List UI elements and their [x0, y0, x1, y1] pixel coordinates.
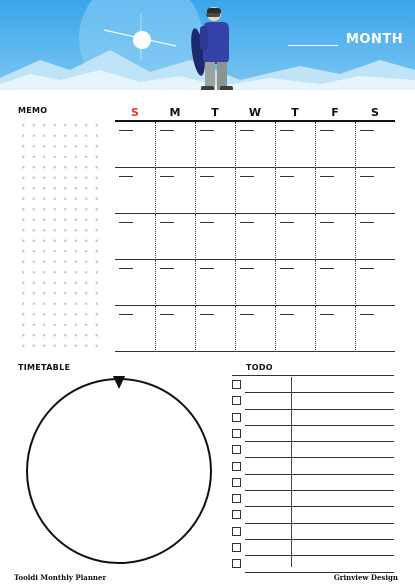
calendar-day-cell[interactable]	[195, 306, 235, 352]
weekday-sunday: S	[131, 106, 139, 119]
calendar-day-cell[interactable]	[315, 260, 355, 306]
weekday-header	[115, 106, 395, 120]
todo-item	[232, 507, 394, 523]
calendar-day-cell[interactable]	[275, 122, 315, 168]
calendar-day-cell[interactable]	[115, 168, 155, 214]
date-placeholder-dash	[280, 176, 294, 177]
todo-title: TODO	[246, 363, 273, 372]
calendar-day-cell[interactable]	[275, 306, 315, 352]
calendar-day-cell[interactable]	[155, 122, 195, 168]
calendar-day-cell[interactable]	[355, 260, 395, 306]
calendar-day-cell[interactable]	[275, 214, 315, 260]
date-placeholder-dash	[360, 268, 374, 269]
calendar-day-cell[interactable]	[355, 306, 395, 352]
todo-item	[232, 475, 394, 491]
date-placeholder-dash	[360, 314, 374, 315]
todo-checkbox[interactable]	[232, 494, 241, 503]
clock-circle	[27, 379, 211, 563]
date-placeholder-dash	[320, 130, 334, 131]
calendar-day-cell[interactable]	[315, 122, 355, 168]
date-placeholder-dash	[160, 314, 174, 315]
todo-column-divider	[291, 377, 292, 567]
calendar-day-cell[interactable]	[355, 214, 395, 260]
calendar-week-row	[115, 168, 395, 214]
todo-item	[232, 459, 394, 475]
date-placeholder-dash	[320, 222, 334, 223]
footer-left: Tooldi Monthly Planner	[14, 573, 107, 582]
calendar-grid	[115, 122, 395, 352]
calendar-week-row	[115, 260, 395, 306]
calendar-day-cell[interactable]	[235, 306, 275, 352]
date-placeholder-dash	[200, 314, 214, 315]
calendar-day-cell[interactable]	[235, 214, 275, 260]
calendar-day-cell[interactable]	[115, 260, 155, 306]
calendar-day-cell[interactable]	[235, 168, 275, 214]
memo-title: MEMO	[18, 106, 48, 115]
todo-item	[232, 540, 394, 556]
date-placeholder-dash	[240, 176, 254, 177]
date-placeholder-dash	[280, 222, 294, 223]
calendar-day-cell[interactable]	[235, 260, 275, 306]
todo-checkbox[interactable]	[232, 478, 241, 487]
date-placeholder-dash	[160, 222, 174, 223]
todo-checkbox[interactable]	[232, 396, 241, 405]
calendar-day-cell[interactable]	[315, 214, 355, 260]
date-placeholder-dash	[200, 176, 214, 177]
weekday-wednesday: W	[248, 106, 262, 119]
todo-top-rule	[232, 375, 394, 376]
calendar-week-row	[115, 214, 395, 260]
weekday-thursday: T	[291, 106, 299, 119]
todo-checkbox[interactable]	[232, 559, 241, 568]
todo-list	[232, 375, 394, 567]
date-placeholder-dash	[320, 176, 334, 177]
date-placeholder-dash	[119, 130, 133, 131]
weekday-saturday: S	[371, 106, 379, 119]
calendar-day-cell[interactable]	[155, 168, 195, 214]
month-underline	[288, 45, 338, 46]
calendar-day-cell[interactable]	[275, 260, 315, 306]
calendar-day-cell[interactable]	[155, 306, 195, 352]
month-label[interactable]: MONTH	[346, 32, 404, 47]
date-placeholder-dash	[240, 314, 254, 315]
calendar-day-cell[interactable]	[195, 168, 235, 214]
calendar-day-cell[interactable]	[235, 122, 275, 168]
date-placeholder-dash	[240, 268, 254, 269]
todo-checkbox[interactable]	[232, 380, 241, 389]
todo-checkbox[interactable]	[232, 429, 241, 438]
calendar-day-cell[interactable]	[355, 122, 395, 168]
date-placeholder-dash	[320, 314, 334, 315]
calendar-day-cell[interactable]	[195, 260, 235, 306]
date-placeholder-dash	[119, 222, 133, 223]
date-placeholder-dash	[320, 268, 334, 269]
calendar-day-cell[interactable]	[315, 168, 355, 214]
date-placeholder-dash	[280, 130, 294, 131]
todo-item	[232, 426, 394, 442]
date-placeholder-dash	[200, 268, 214, 269]
todo-checkbox[interactable]	[232, 543, 241, 552]
date-placeholder-dash	[160, 130, 174, 131]
calendar-week-row	[115, 122, 395, 168]
todo-checkbox[interactable]	[232, 527, 241, 536]
calendar-day-cell[interactable]	[155, 260, 195, 306]
date-placeholder-dash	[360, 130, 374, 131]
calendar-day-cell[interactable]	[195, 214, 235, 260]
date-placeholder-dash	[160, 268, 174, 269]
date-placeholder-dash	[360, 176, 374, 177]
weekday-monday: M	[169, 106, 181, 119]
memo-dot-grid[interactable]	[18, 120, 104, 352]
todo-item	[232, 377, 394, 393]
date-placeholder-dash	[119, 176, 133, 177]
weekday-tuesday: T	[211, 106, 219, 119]
calendar-day-cell[interactable]	[115, 214, 155, 260]
calendar-day-cell[interactable]	[115, 306, 155, 352]
timetable-title: TIMETABLE	[18, 363, 71, 372]
calendar-day-cell[interactable]	[155, 214, 195, 260]
date-placeholder-dash	[240, 222, 254, 223]
date-placeholder-dash	[200, 130, 214, 131]
date-placeholder-dash	[360, 222, 374, 223]
date-placeholder-dash	[280, 314, 294, 315]
calendar-day-cell[interactable]	[195, 122, 235, 168]
todo-item	[232, 393, 394, 409]
calendar-week-row	[115, 306, 395, 352]
calendar-day-cell[interactable]	[115, 122, 155, 168]
date-placeholder-dash	[240, 130, 254, 131]
todo-checkbox[interactable]	[232, 413, 241, 422]
calendar-day-cell[interactable]	[355, 168, 395, 214]
todo-item	[232, 410, 394, 426]
todo-checkbox[interactable]	[232, 462, 241, 471]
todo-checkbox[interactable]	[232, 510, 241, 519]
date-placeholder-dash	[160, 176, 174, 177]
date-placeholder-dash	[280, 268, 294, 269]
todo-item	[232, 556, 394, 572]
todo-item	[232, 491, 394, 507]
todo-item	[232, 442, 394, 458]
weekday-friday: F	[331, 106, 339, 119]
footer-right: Grinview Design	[333, 573, 398, 582]
timetable-clock[interactable]	[26, 376, 216, 566]
date-placeholder-dash	[119, 268, 133, 269]
todo-checkbox[interactable]	[232, 445, 241, 454]
date-placeholder-dash	[119, 314, 133, 315]
date-placeholder-dash	[200, 222, 214, 223]
todo-item	[232, 524, 394, 540]
calendar-day-cell[interactable]	[275, 168, 315, 214]
header-banner	[0, 0, 415, 90]
calendar-day-cell[interactable]	[315, 306, 355, 352]
